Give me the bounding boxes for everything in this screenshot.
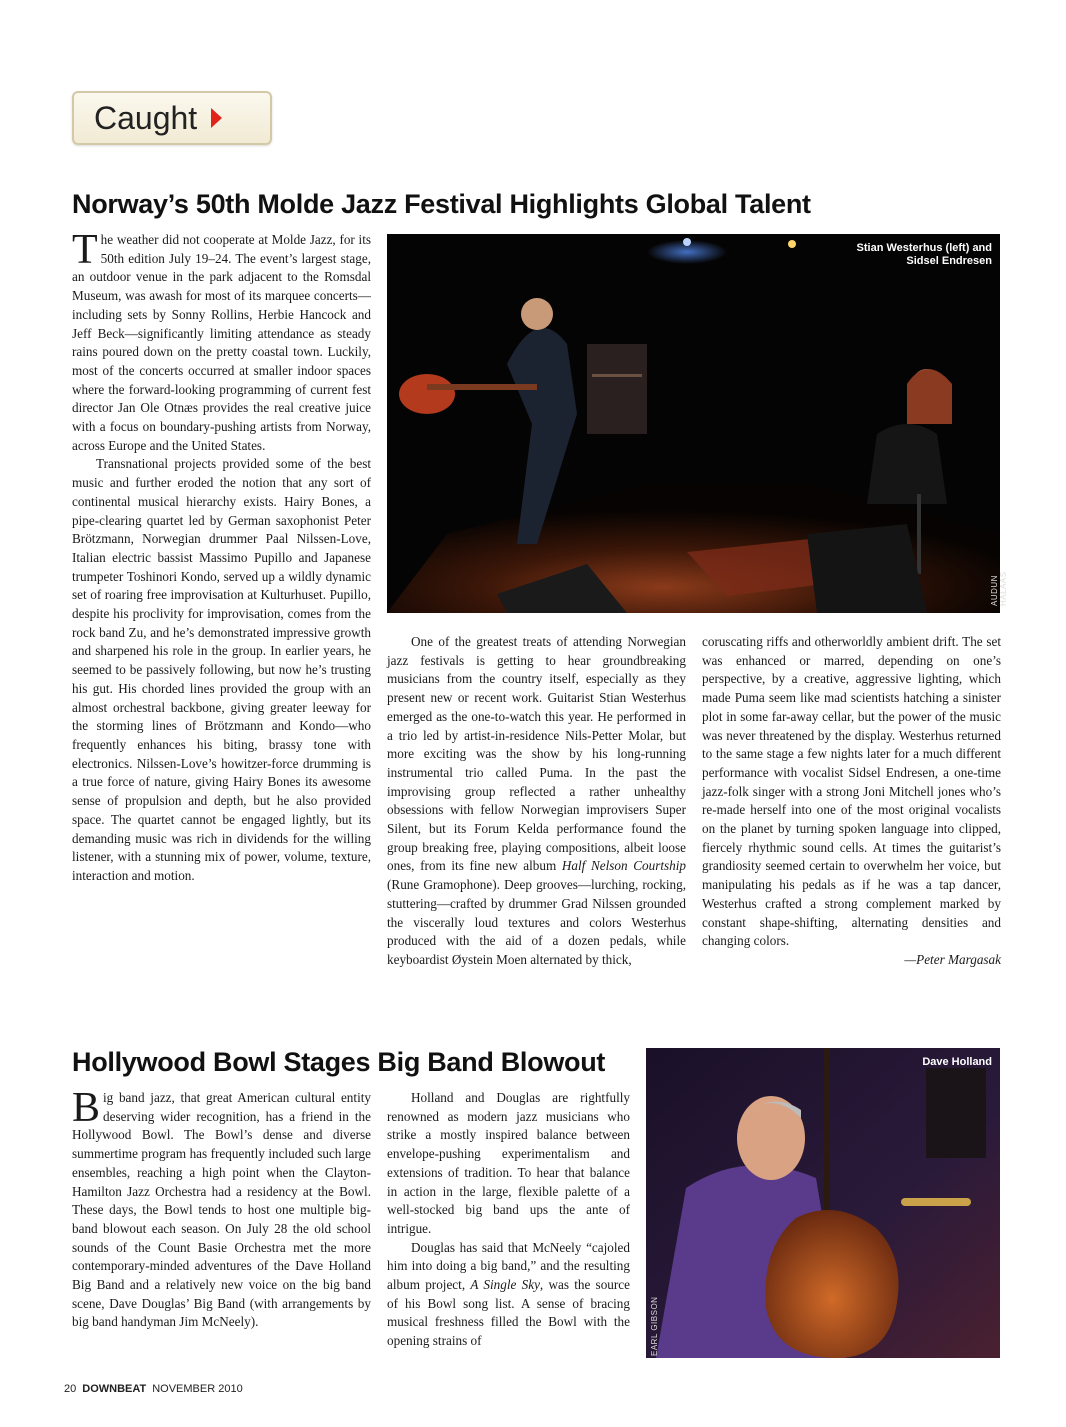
article1-column-3 (702, 633, 1001, 970)
album-title: Half Nelson Courtship (561, 858, 687, 874)
article2-column-2 (387, 1089, 630, 1351)
photo-credit: AUDUN HALAAS (990, 571, 1008, 606)
section-tag-label: Caught (94, 99, 198, 136)
dave-holland-photo-image (646, 1048, 1000, 1358)
article2-column-1 (72, 1085, 371, 1332)
concert-photo (387, 234, 1008, 613)
article2-paragraph-3 (387, 1239, 630, 1351)
byline: —Peter Margasak (904, 951, 1001, 967)
magazine-name: DOWNBEAT (82, 1383, 147, 1395)
article2-headline: Hollywood Bowl Stages Big Band Blowout (72, 1047, 606, 1077)
article1-headline: Norway’s 50th Molde Jazz Festival Highlights Global Talent (72, 189, 811, 219)
article2-p1-text: ig band jazz, that great American cultural entity deserving wider recognition, has a friend in the Hollywood Bowl. The Bowl’s dense and diverse summertime program has frequently included such large ensembles, reaching a high point when the Clayton-Hamilton Jazz Orchestra had a residency at the Bowl. These days, the Bowl tends to host one multiple big-band blowout each season. On July 28 the old school sounds of the Count Basie Orchestra met the more contemporary-minded adventures of the Dave Holland Big Band and a relatively new voice on the big band scene, Dave Douglas’ Big Band (with arrangements by big band handyman Jim McNeely). (72, 1090, 371, 1330)
article1-p3-text-b: (Rune Gramophone). Deep grooves—lurching, rocking, stuttering—crafted by drummer Grad Nilssen grounded the viscerally loud textures and colors Westerhus produced with the aid of a dozen pedals, while keyboardist Øystein Moen alternated by thick, (387, 877, 686, 967)
article1-column-1 (72, 227, 371, 886)
article2-paragraph-1 (72, 1085, 371, 1332)
article2-paragraph-2: Holland and Douglas are rightfully renowned as modern jazz musicians who strike a mostly inspired balance between envelope-pushing experimentalism and extensions of tradition. To hear that balance in action in the large, flexible palette of a well-stocked big band ups the ante of intrigue. (387, 1090, 630, 1236)
concert-photo-image (387, 234, 1000, 613)
photo-caption: Stian Westerhus (left) and Sidsel Endresen (856, 242, 992, 267)
photo-credit: EARL GIBSON (650, 1296, 659, 1356)
page-footer (64, 1383, 243, 1395)
album-title: A Single Sky (470, 1277, 540, 1293)
article1-paragraph-3 (387, 633, 686, 970)
section-tag (72, 91, 272, 145)
article1-p3-text-a: One of the greatest treats of attending Norwegian jazz festivals is getting to hear groundbreaking musicians from the country itself, especially as they present new or recent work. Guitarist Stian Westerhus emerged as the one-to-watch this year. He performed in a trio led by artist-in-residence Nils-Petter Molar, but more exciting was the show by his long-running instrumental trio called Puma. In the past the improvising group reflected a rather unhealthy obsessions with fellow Norwegian improvisers Super Silent, but its Forum Kelda performance found the group breaking free, playing compositions, albeit loose ones, from its fine new album (387, 634, 686, 874)
dropcap: T (72, 227, 98, 273)
article2-p3-text-b: , was the source of his Bowl song list. A sense of bracing musical freshness filled the Bowl with the opening strains of (387, 1277, 630, 1349)
issue-date: NOVEMBER 2010 (152, 1383, 243, 1395)
article1-paragraph-3-cont: coruscating riffs and otherworldly ambient drift. The set was enhanced or marred, depending on one’s perspective, by a creative, aggressive lighting, which made Puma seem like mad scientists hatching a sinister plot in some far-away cellar, but the power of the music was never threatened by the display. Westerhus returned to the same stage a few nights later for a much different performance with vocalist Sidsel Endresen, a one-time jazz-folk singer with a strong Joni Mitchell jones who’s re-made herself into one of the most original vocalists on the planet by turning spoken language into clipped, fiercely rhythmic sound cells. At times the guitarist’s grandiosity seemed certain to overwhelm her voice, but manipulating his pedals as if he was a tap dancer, Westerhus crafted a strong complement marked by constant shape-shifting, alternating densities and changing colors. (702, 634, 1001, 949)
article1-paragraph-2: Transnational projects provided some of the best music and further eroded the notion that any sort of continental musical hierarchy exists. Hairy Bones, a pipe-clearing quartet led by German saxophonist Peter Brötzmann, Norwegian drummer Paal Nilssen-Love, Italian electric bassist Massimo Pupillo and Japanese trumpeter Toshinori Kondo, served up a wildly dynamic set of roaring free improvisation at Kulturhuset. Pupillo, despite his proclivity for improvisation, comes from the rock band Zu, and he’s demonstrated impressive growth and sharpened his role in the group. In earlier years, he seemed to be passively following, but now he’s trusting his gut. His chorded lines provided the group with an almost orchestral backbone, giving greater leeway for the storming lines of Brötzmann and Kondo—who frequently enhances his biting, brassy tone with electronics. Nilssen-Love’s howitzer-force drumming is a true force of nature, giving Hairy Bones its awesome sense of propulsion and depth, but he also provided space. The quartet cannot be engaged lightly, but its demanding music was rich in dividends for the willing listener, with a stunning mix of power, volume, texture, interaction and motion. (72, 456, 371, 883)
dropcap: B (72, 1085, 101, 1131)
page-number: 20 (64, 1383, 77, 1395)
article1-paragraph-1 (72, 227, 371, 455)
arrow-right-icon (211, 108, 222, 128)
article2-p3-text-a: Douglas has said that McNeely “cajoled him into doing a big band,” and the resulting album project, (387, 1239, 630, 1293)
article1-column-2 (387, 633, 686, 970)
photo-caption: Dave Holland (922, 1056, 992, 1068)
dave-holland-photo (646, 1048, 1000, 1358)
article1-p1-text: he weather did not cooperate at Molde Jazz, for its 50th edition July 19–24. The event’s largest stage, an outdoor venue in the park adjacent to the Romsdal Museum, was awash for most of its marquee concerts—including sets by Sonny Rollins, Herbie Hancock and Jeff Beck—significantly limiting attendance as steady rains poured down on the pretty coastal town. Luckily, most of the concerts occurred at smaller indoor spaces where the forward-looking programming of current fest director Jan Ole Otnæs provides the real creative juice with a focus on boundary-pushing artists from Norway, across Europe and the United States. (72, 232, 371, 453)
